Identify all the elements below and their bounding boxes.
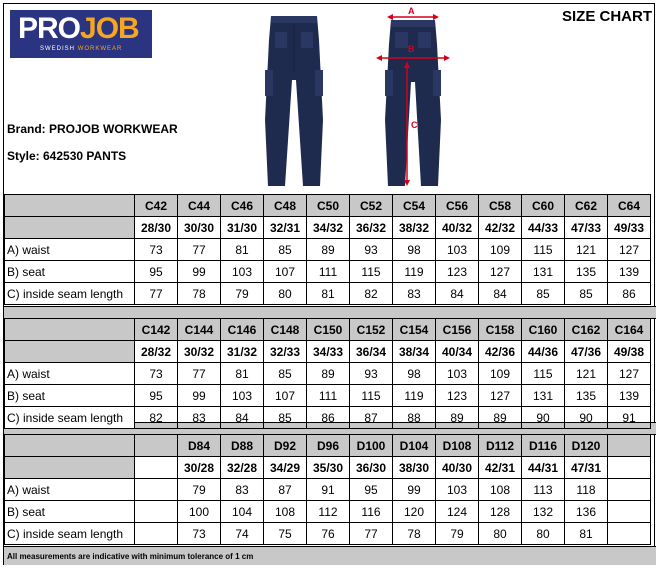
measurement-cell: 93 [350,239,393,261]
size-code-cell [135,435,178,457]
measurement-label: A) waist [5,479,135,501]
measurement-cell: 116 [350,501,393,523]
inch-size-cell: 49/38 [608,341,651,363]
measurement-cell: 103 [436,479,479,501]
measurement-cell: 95 [350,479,393,501]
measurement-cell: 111 [307,261,350,283]
header-spacer [5,195,135,217]
measurement-cell: 75 [264,523,307,545]
measurement-label: B) seat [5,385,135,407]
inch-size-cell: 32/33 [264,341,307,363]
size-code-cell: D100 [350,435,393,457]
size-code-cell: C56 [436,195,479,217]
size-code-cell: C164 [608,319,651,341]
size-code-cell: C160 [522,319,565,341]
measurement-cell [135,479,178,501]
measurement-cell: 99 [393,479,436,501]
size-code-cell: C50 [307,195,350,217]
page-title: SIZE CHART [562,8,652,25]
size-code-cell: D88 [221,435,264,457]
measurement-cell: 85 [522,283,565,305]
measurement-cell: 76 [307,523,350,545]
measurement-cell: 98 [393,363,436,385]
measurement-cell: 119 [393,261,436,283]
table-row [5,261,651,283]
size-code-cell: C152 [350,319,393,341]
inch-size-cell: 28/30 [135,217,178,239]
measurement-cell: 135 [565,261,608,283]
measurement-cell: 87 [350,407,393,429]
measurement-cell: 91 [307,479,350,501]
size-code-cell: C62 [565,195,608,217]
size-code-cell: C48 [264,195,307,217]
inch-size-cell: 35/30 [307,457,350,479]
measurement-cell: 85 [264,363,307,385]
size-code-cell: D108 [436,435,479,457]
measurement-cell: 132 [522,501,565,523]
size-code-cell: C58 [479,195,522,217]
measurement-cell: 79 [436,523,479,545]
table-header-row [5,341,651,363]
measurement-cell: 73 [135,239,178,261]
table-row [5,479,651,501]
inch-size-cell: 34/33 [307,341,350,363]
inch-size-cell: 36/32 [350,217,393,239]
measurement-label: A) waist [5,239,135,261]
table-row [5,239,651,261]
size-code-cell: C142 [135,319,178,341]
inch-size-cell: 44/33 [522,217,565,239]
size-code-cell: D112 [479,435,522,457]
measurement-cell: 86 [608,283,651,305]
inch-size-cell [608,457,651,479]
size-code-cell: C162 [565,319,608,341]
projob-logo [10,10,152,58]
size-code-cell: D116 [522,435,565,457]
inch-size-cell: 44/36 [522,341,565,363]
table-row [5,407,651,429]
table-header-row [5,457,651,479]
style-label: Style: 642530 PANTS [7,149,127,163]
logo-tagline: SWEDISH WORKWEAR [40,46,123,52]
measurement-cell: 127 [608,363,651,385]
measurement-cell: 107 [264,385,307,407]
size-code-cell: C52 [350,195,393,217]
measurement-cell: 85 [264,407,307,429]
measurement-cell: 88 [393,407,436,429]
pants-measure-image [375,4,455,190]
measurement-cell: 84 [479,283,522,305]
measurement-cell: 85 [264,239,307,261]
measurement-cell: 74 [221,523,264,545]
table-row [5,363,651,385]
measurement-cell: 118 [565,479,608,501]
measurement-cell: 99 [178,261,221,283]
footnote: All measurements are indicative with minimum tolerance of 1 cm [4,546,656,565]
size-code-cell: C156 [436,319,479,341]
inch-size-cell: 36/34 [350,341,393,363]
measurement-cell: 89 [479,407,522,429]
measurement-cell: 108 [264,501,307,523]
size-code-cell: C42 [135,195,178,217]
pants-front-image [263,10,325,188]
measurement-label: C) inside seam length [5,283,135,305]
measurement-cell: 81 [307,283,350,305]
measurement-cell: 136 [565,501,608,523]
measurement-cell: 103 [436,239,479,261]
measurement-cell: 139 [608,385,651,407]
measurement-cell: 84 [436,283,479,305]
header-spacer [5,217,135,239]
measure-a-label: A [408,6,415,16]
inch-size-cell: 32/28 [221,457,264,479]
measurement-cell: 109 [479,363,522,385]
measurement-cell: 115 [350,261,393,283]
measurement-cell: 89 [307,239,350,261]
measurement-cell: 93 [350,363,393,385]
measurement-cell: 95 [135,385,178,407]
size-code-cell: C60 [522,195,565,217]
measurement-cell: 90 [565,407,608,429]
measurement-cell: 73 [135,363,178,385]
measurement-cell: 83 [221,479,264,501]
measurement-cell: 77 [350,523,393,545]
measurement-cell: 83 [178,407,221,429]
inch-size-cell: 42/32 [479,217,522,239]
measurement-cell: 103 [221,261,264,283]
logo-wordmark: PROJOB [18,12,139,45]
measurement-cell: 81 [221,363,264,385]
measurement-cell: 80 [264,283,307,305]
measurement-cell: 84 [221,407,264,429]
size-code-cell: D120 [565,435,608,457]
measure-c-label: C [411,120,418,130]
measurement-cell: 119 [393,385,436,407]
measurement-cell [608,479,651,501]
measurement-cell: 111 [307,385,350,407]
measurement-label: B) seat [5,501,135,523]
inch-size-cell: 40/34 [436,341,479,363]
size-code-cell: C146 [221,319,264,341]
inch-size-cell: 32/31 [264,217,307,239]
header-spacer [5,341,135,363]
table-header-row [5,319,651,341]
measurement-cell: 85 [565,283,608,305]
inch-size-cell: 47/36 [565,341,608,363]
measurement-cell [135,501,178,523]
measurement-cell: 95 [135,261,178,283]
measurement-cell: 90 [522,407,565,429]
measurement-cell [135,523,178,545]
measurement-cell: 83 [393,283,436,305]
inch-size-cell: 30/32 [178,341,221,363]
inch-size-cell: 49/33 [608,217,651,239]
size-code-cell: D96 [307,435,350,457]
measurement-cell: 82 [350,283,393,305]
measurement-cell: 135 [565,385,608,407]
measurement-cell [608,501,651,523]
measurement-label: B) seat [5,261,135,283]
inch-size-cell: 31/30 [221,217,264,239]
measurement-cell: 107 [264,261,307,283]
size-table-c1 [4,318,651,429]
measurement-cell: 80 [479,523,522,545]
measurement-cell: 108 [479,479,522,501]
table-row [5,523,651,545]
inch-size-cell: 44/31 [522,457,565,479]
measurement-cell: 127 [479,261,522,283]
measurement-cell: 87 [264,479,307,501]
measurement-cell: 99 [178,385,221,407]
inch-size-cell: 38/32 [393,217,436,239]
size-code-cell: D104 [393,435,436,457]
measurement-cell: 120 [393,501,436,523]
inch-size-cell: 34/29 [264,457,307,479]
measurement-cell: 81 [221,239,264,261]
measurement-cell: 115 [522,363,565,385]
measurement-cell: 78 [393,523,436,545]
header-spacer [5,435,135,457]
inch-size-cell: 47/33 [565,217,608,239]
inch-size-cell: 38/30 [393,457,436,479]
inch-size-cell: 31/32 [221,341,264,363]
measure-b-label: B [408,44,415,54]
measurement-cell: 121 [565,363,608,385]
inch-size-cell [135,457,178,479]
measurement-cell: 123 [436,261,479,283]
measurement-cell: 79 [221,283,264,305]
measurement-cell: 98 [393,239,436,261]
size-code-cell: C64 [608,195,651,217]
brand-label: Brand: PROJOB WORKWEAR [7,122,178,136]
table-header-row [5,195,651,217]
size-code-cell: D92 [264,435,307,457]
size-code-cell: C46 [221,195,264,217]
size-code-cell: C154 [393,319,436,341]
measurement-cell: 103 [221,385,264,407]
size-code-cell: C44 [178,195,221,217]
inch-size-cell: 30/28 [178,457,221,479]
header-spacer [5,457,135,479]
inch-size-cell: 38/34 [393,341,436,363]
measurement-cell: 81 [565,523,608,545]
measurement-cell: 124 [436,501,479,523]
inch-size-cell: 36/30 [350,457,393,479]
size-code-cell: C148 [264,319,307,341]
inch-size-cell: 40/30 [436,457,479,479]
measurement-cell: 100 [178,501,221,523]
size-table-c [4,194,651,305]
measurement-cell: 104 [221,501,264,523]
inch-size-cell: 42/31 [479,457,522,479]
measurement-cell: 78 [178,283,221,305]
measurement-cell: 127 [608,239,651,261]
size-code-cell: C158 [479,319,522,341]
size-code-cell: C144 [178,319,221,341]
size-code-cell: C150 [307,319,350,341]
inch-size-cell: 40/32 [436,217,479,239]
table-header-row [5,217,651,239]
measurement-cell: 89 [307,363,350,385]
measurement-cell: 112 [307,501,350,523]
measurement-cell: 115 [350,385,393,407]
measurement-cell: 127 [479,385,522,407]
measurement-cell: 128 [479,501,522,523]
size-table-d [4,434,651,545]
inch-size-cell: 34/32 [307,217,350,239]
table-row [5,385,651,407]
measurement-cell: 113 [522,479,565,501]
measurement-cell: 109 [479,239,522,261]
table-row [5,283,651,305]
measurement-cell: 80 [522,523,565,545]
measurement-label: A) waist [5,363,135,385]
table-row [5,501,651,523]
inch-size-cell: 28/32 [135,341,178,363]
measurement-cell: 82 [135,407,178,429]
size-code-cell: C54 [393,195,436,217]
measurement-cell: 139 [608,261,651,283]
measurement-cell: 131 [522,385,565,407]
inch-size-cell: 47/31 [565,457,608,479]
measurement-cell: 79 [178,479,221,501]
measurement-cell: 89 [436,407,479,429]
measurement-cell: 103 [436,363,479,385]
measurement-label: C) inside seam length [5,523,135,545]
size-code-cell: D84 [178,435,221,457]
inch-size-cell: 30/30 [178,217,221,239]
measurement-cell: 115 [522,239,565,261]
measurement-cell: 73 [178,523,221,545]
measurement-cell: 77 [178,363,221,385]
header-spacer [5,319,135,341]
measurement-label: C) inside seam length [5,407,135,429]
measurement-cell: 86 [307,407,350,429]
measurement-cell: 77 [135,283,178,305]
measurement-cell [608,523,651,545]
measurement-cell: 77 [178,239,221,261]
inch-size-cell: 42/36 [479,341,522,363]
measurement-cell: 123 [436,385,479,407]
measurement-cell: 131 [522,261,565,283]
size-code-cell [608,435,651,457]
measurement-cell: 91 [608,407,651,429]
measurement-cell: 121 [565,239,608,261]
table-header-row [5,435,651,457]
